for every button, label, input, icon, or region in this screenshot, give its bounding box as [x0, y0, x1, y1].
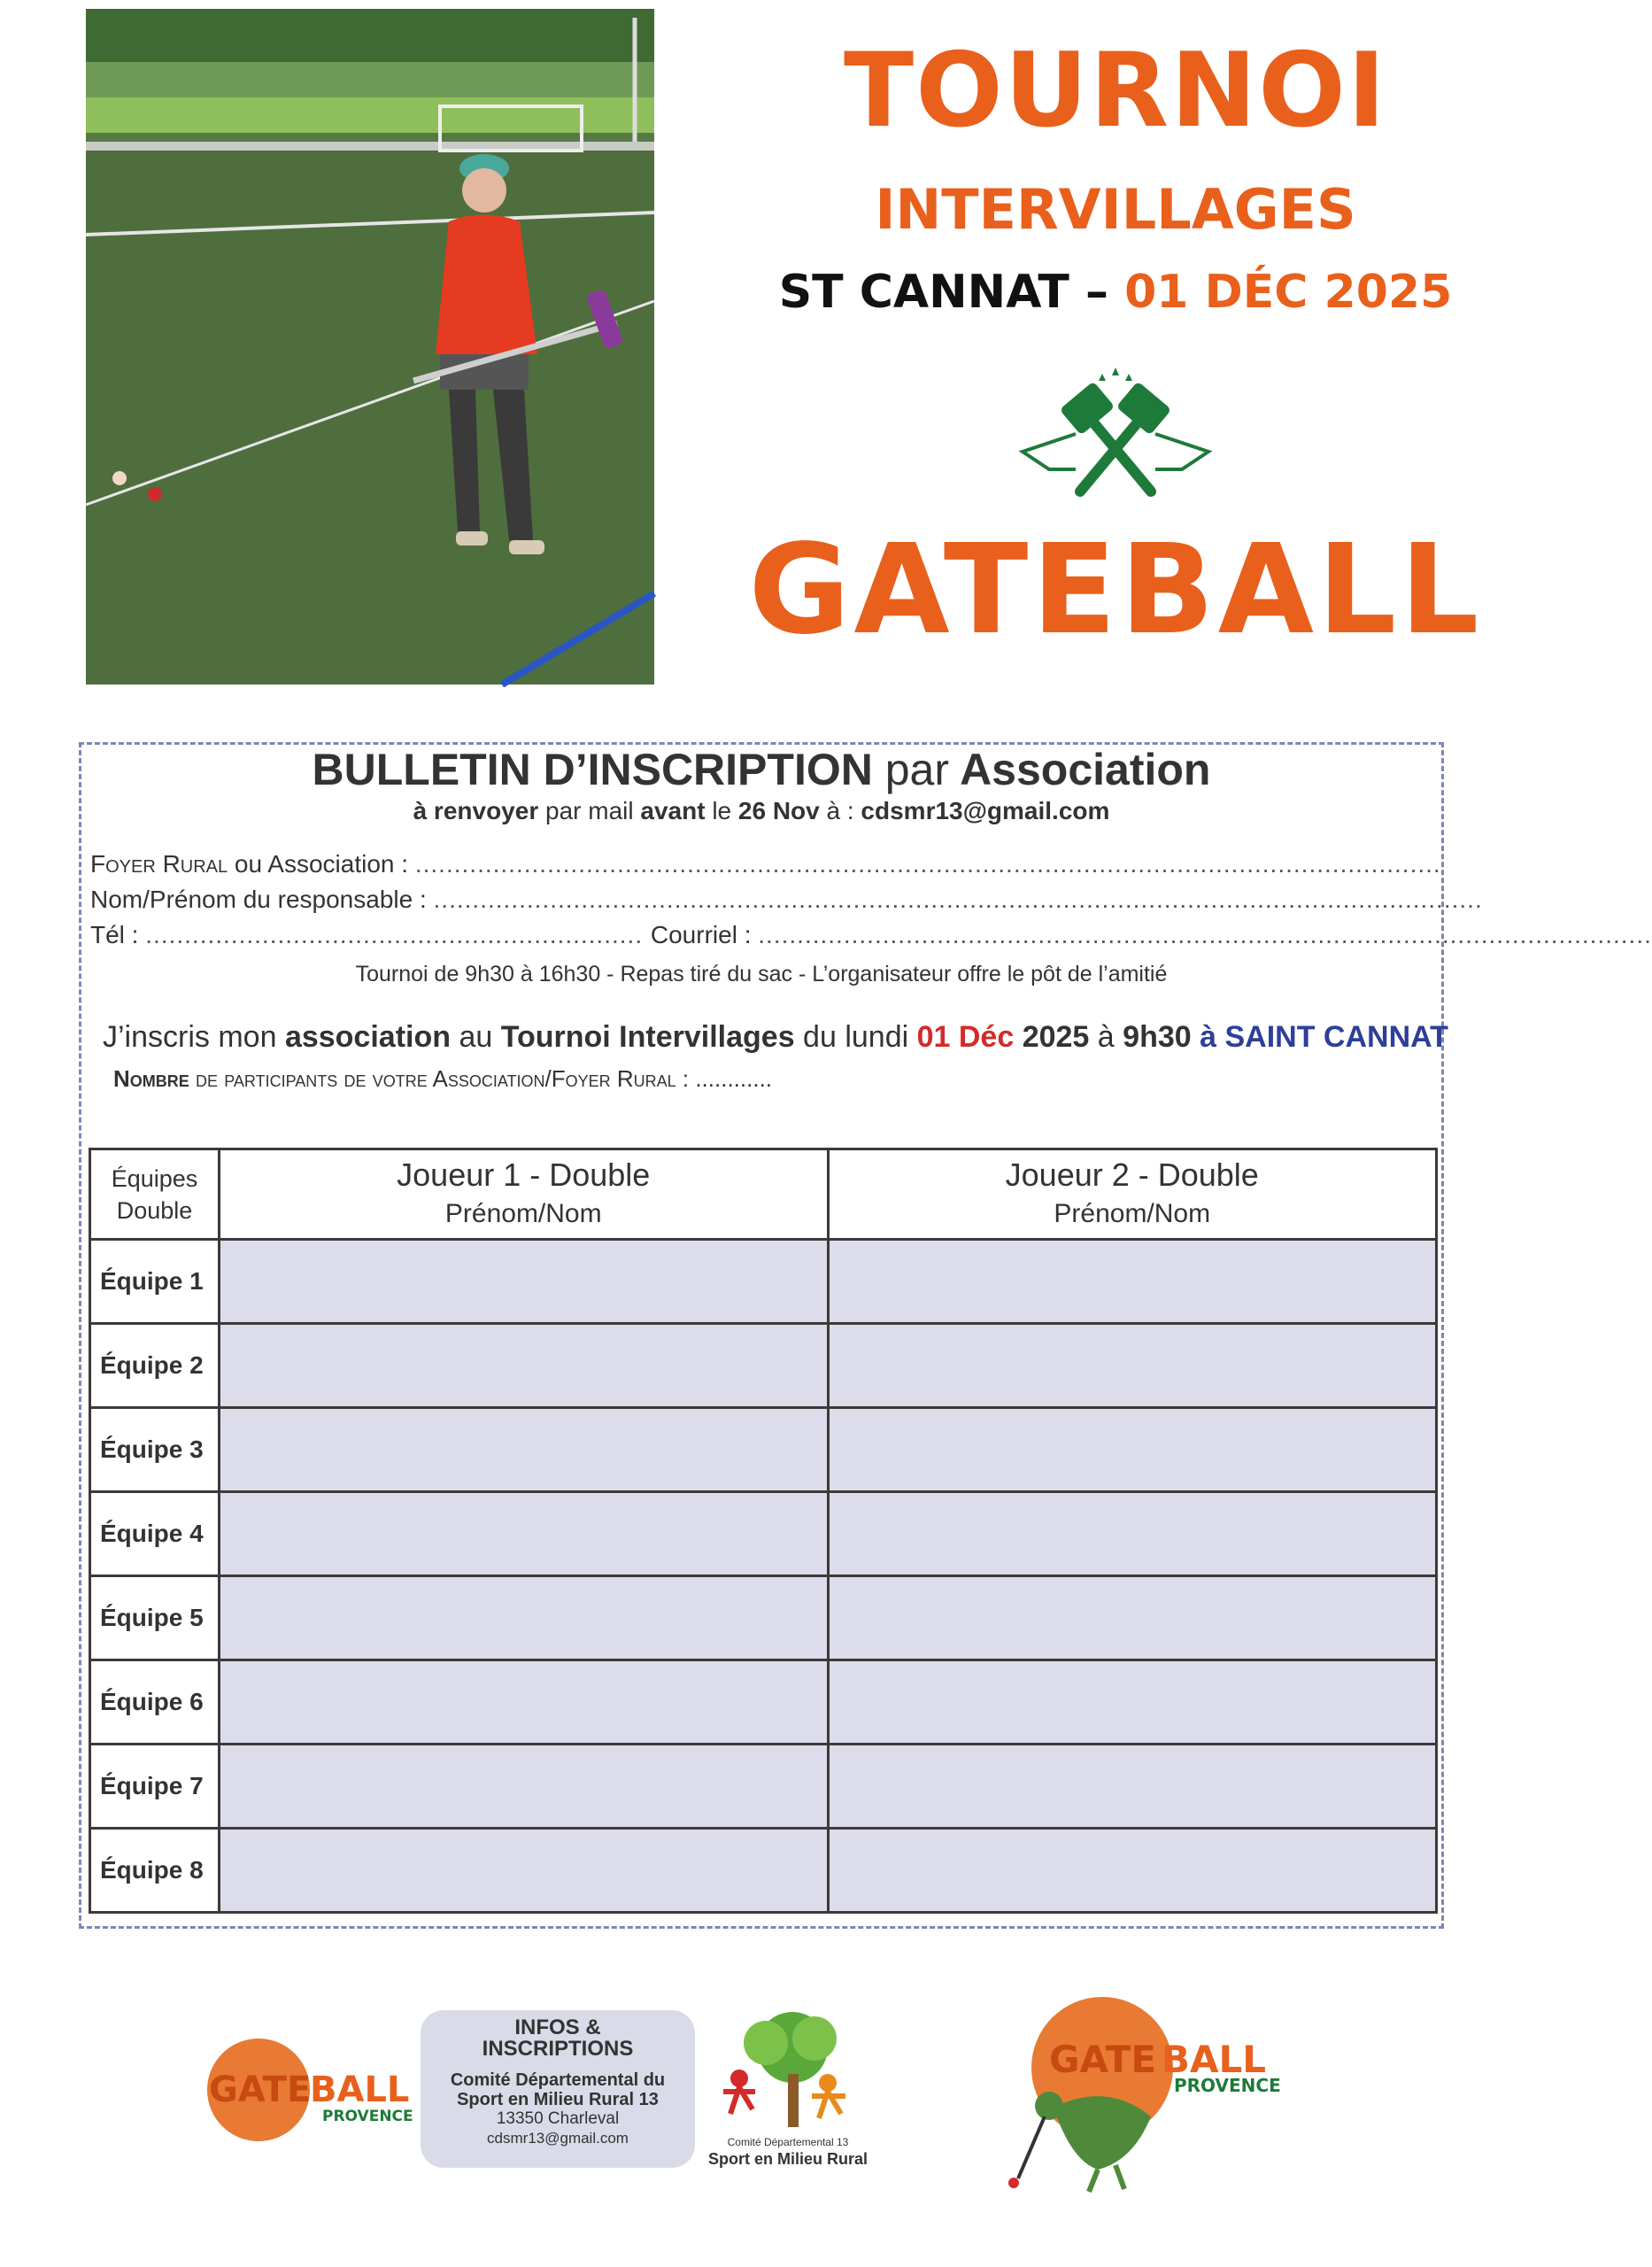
player-2-input[interactable]	[828, 1408, 1437, 1492]
tel-label: Tél :	[90, 921, 146, 948]
sub-a: à :	[826, 797, 854, 824]
team-label: Équipe 8	[90, 1829, 220, 1913]
sub-renvoyer: à renvoyer	[413, 797, 539, 824]
infos-heading	[421, 2017, 695, 2060]
player-1-input[interactable]	[220, 1240, 829, 1324]
team-label: Équipe 1	[90, 1240, 220, 1324]
player-2-input[interactable]	[828, 1492, 1437, 1576]
table-row	[90, 1492, 1437, 1576]
infos-address: 13350 Charleval	[496, 2109, 620, 2128]
infos-line-2: INSCRIPTIONS	[482, 2037, 634, 2061]
table-header-row	[90, 1149, 1437, 1240]
sub-le: le	[712, 797, 732, 824]
table-row	[90, 1660, 1437, 1745]
inscris-year: 2025	[1014, 1020, 1090, 1054]
player-2-input[interactable]	[828, 1660, 1437, 1745]
inscris-date: 01 Déc	[916, 1020, 1015, 1054]
foyer-label-rest: ou Association :	[228, 850, 415, 878]
table-row	[90, 1324, 1437, 1408]
cdsmr-name: Sport en Milieu Rural	[707, 2150, 868, 2168]
courriel-label: Courriel :	[650, 921, 759, 948]
title-gateball: GATEBALL	[748, 518, 1483, 662]
header-joueur-1	[220, 1149, 829, 1240]
player-2-input[interactable]	[828, 1745, 1437, 1829]
place-separator: –	[1069, 266, 1125, 319]
team-label: Équipe 4	[90, 1492, 220, 1576]
org-line-1: Comité Départemental du	[450, 2070, 666, 2090]
cdsmr-subtitle: Comité Départemental 13	[727, 2136, 849, 2148]
player-1-input[interactable]	[220, 1408, 829, 1492]
table-row	[90, 1745, 1437, 1829]
header-joueur-2-sub: Prénom/Nom	[1054, 1198, 1211, 1228]
responsable-dots: .......................................................................................................................................	[433, 886, 1483, 913]
inscris-time: 9h30	[1123, 1020, 1192, 1054]
form-title-par: par	[884, 745, 950, 794]
title-tournoi: TOURNOI	[843, 31, 1388, 151]
player-1-input[interactable]	[220, 1324, 829, 1408]
header-joueur-1-title: Joueur 1 - Double	[397, 1156, 651, 1193]
logo-right-ball: BALL	[1162, 2038, 1267, 2081]
table-row	[90, 1829, 1437, 1913]
gateball-provence-logo-right	[1000, 1984, 1337, 2196]
team-label: Équipe 6	[90, 1660, 220, 1745]
field-foyer-rural[interactable]	[90, 850, 1441, 878]
form-subtitle	[79, 797, 1444, 825]
responsable-label: Nom/Prénom du responsable :	[90, 886, 434, 913]
inscris-association: association	[284, 1020, 452, 1054]
nombre-rest: de participants de votre Association/Foyer Rural :	[189, 1065, 696, 1092]
player-2-input[interactable]	[828, 1576, 1437, 1660]
player-1-input[interactable]	[220, 1492, 829, 1576]
player-1-input[interactable]	[220, 1576, 829, 1660]
field-responsable[interactable]	[90, 886, 1483, 914]
org-line-2: Sport en Milieu Rural 13	[457, 2090, 659, 2109]
inscris-text-10: à	[1191, 1020, 1225, 1054]
infos-line-1: INFOS &	[514, 2016, 601, 2039]
event-date: 01 DÉC 2025	[1124, 266, 1453, 319]
header-joueur-2-title: Joueur 2 - Double	[1005, 1156, 1259, 1193]
place-name: ST CANNAT	[778, 266, 1069, 319]
inscription-statement	[103, 1020, 1448, 1055]
logo-left-gate: GATE	[209, 2070, 312, 2110]
logo-left-provence: PROVENCE	[322, 2108, 413, 2125]
hero-photo	[86, 9, 654, 685]
inscris-text-3: au	[451, 1020, 501, 1054]
form-title-main: BULLETIN D’INSCRIPTION	[312, 745, 873, 794]
table-row	[90, 1240, 1437, 1324]
player-photo-illustration	[86, 9, 654, 685]
inscris-text-1: J’inscris mon	[103, 1020, 285, 1054]
schedule-note: Tournoi de 9h30 à 16h30 - Repas tiré du sac - L’organisateur offre le pôt de l’amitié	[355, 962, 1168, 986]
header-joueur-1-sub: Prénom/Nom	[444, 1198, 602, 1228]
tel-dots: ................................................................	[145, 921, 651, 948]
courriel-dots: ...................................................................................................................	[758, 921, 1652, 948]
logo-left-ball: BALL	[310, 2070, 410, 2110]
header-joueur-2	[828, 1149, 1437, 1240]
header-equipes-line2: Double	[116, 1196, 193, 1224]
title-intervillages: INTERVILLAGES	[875, 177, 1356, 242]
table-row	[90, 1576, 1437, 1660]
teams-table	[89, 1148, 1438, 1914]
header-equipes	[90, 1149, 220, 1240]
nombre-dots: ............	[695, 1065, 773, 1092]
foyer-dots: ....................................................................................................................................	[414, 850, 1441, 878]
infos-inscriptions-box	[421, 2010, 695, 2168]
form-title	[79, 744, 1444, 795]
player-2-input[interactable]	[828, 1324, 1437, 1408]
sub-avant: avant	[640, 797, 706, 824]
sub-email[interactable]: cdsmr13@gmail.com	[861, 797, 1110, 824]
inscris-text-8: à	[1089, 1020, 1123, 1054]
infos-email[interactable]: cdsmr13@gmail.com	[487, 2130, 629, 2147]
infos-organisation	[421, 2070, 695, 2109]
team-label: Équipe 5	[90, 1576, 220, 1660]
inscris-tournoi: Tournoi Intervillages	[500, 1020, 795, 1054]
title-place-date	[691, 266, 1540, 319]
team-label: Équipe 7	[90, 1745, 220, 1829]
team-label: Équipe 2	[90, 1324, 220, 1408]
player-1-input[interactable]	[220, 1829, 829, 1913]
logo-right-gate: GATE	[1049, 2038, 1157, 2081]
crossed-mallets-icon	[1014, 363, 1217, 505]
player-1-input[interactable]	[220, 1660, 829, 1745]
player-1-input[interactable]	[220, 1745, 829, 1829]
header-equipes-line1: Équipes	[111, 1164, 198, 1192]
field-tel-courriel[interactable]	[90, 921, 1652, 949]
form-title-association: Association	[960, 745, 1211, 794]
player-2-input[interactable]	[828, 1829, 1437, 1913]
player-2-input[interactable]	[828, 1240, 1437, 1324]
sub-par-mail: par mail	[545, 797, 634, 824]
inscris-place: SAINT CANNAT	[1224, 1020, 1448, 1054]
logo-right-provence: PROVENCE	[1174, 2075, 1281, 2096]
inscris-text-5: du lundi	[794, 1020, 917, 1054]
nombre-label: Nombre	[113, 1065, 189, 1092]
gateball-provence-logo-left	[205, 2032, 418, 2147]
table-row	[90, 1408, 1437, 1492]
team-label: Équipe 3	[90, 1408, 220, 1492]
foyer-label: Foyer Rural	[90, 850, 228, 878]
field-nombre-participants[interactable]	[113, 1065, 1441, 1093]
sub-deadline: 26 Nov	[737, 797, 820, 824]
